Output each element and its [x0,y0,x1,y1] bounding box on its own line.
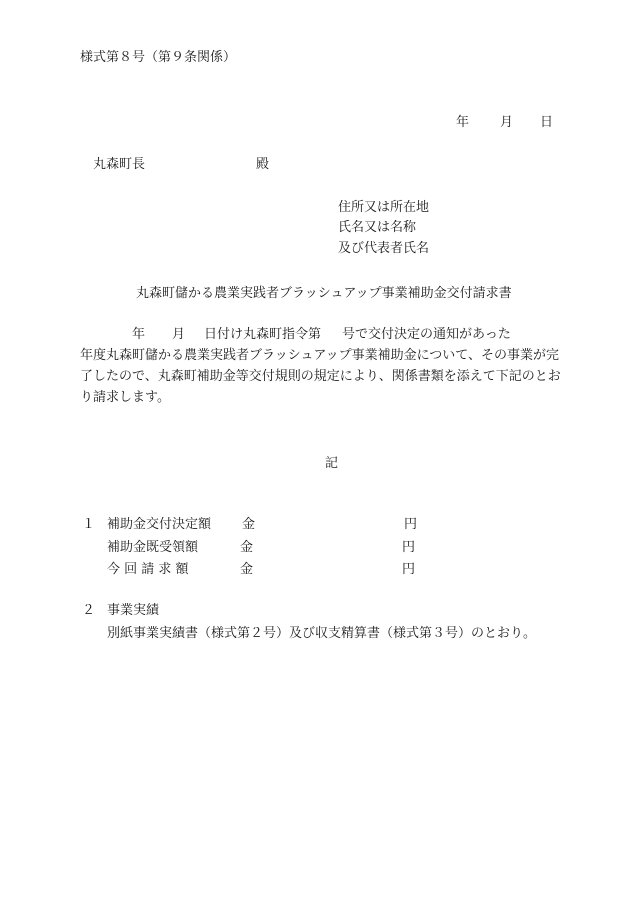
applicant-name-label: 氏名又は名称 [338,220,417,235]
item-unit: 円 [402,540,416,555]
item-number: １ [82,517,96,532]
item-prefix: 金 [240,562,254,577]
item-prefix: 金 [242,517,256,532]
body-day-text: 日付け丸森町指令第 [204,327,322,342]
applicant-address-label: 住所又は所在地 [338,200,430,215]
record-heading: 記 [325,456,339,471]
body-month-label: 月 [172,327,186,342]
section-2-number: ２ [82,603,96,618]
item-prefix: 金 [240,540,254,555]
body-year-label: 年 [132,327,146,342]
date-month-label: 月 [500,115,514,130]
section-2-detail: 別紙事業実績書（様式第２号）及び収支精算書（様式第３号）のとおり。 [107,626,537,641]
date-day-label: 日 [540,115,554,130]
item-label: 補助金交付決定額 [107,517,212,532]
body-line-4: り請求します。 [80,390,170,405]
item-label: 今 回 請 求 額 [107,562,189,577]
body-number-text: 号で交付決定の通知があった [342,327,511,342]
body-line-2: 年度丸森町儲かる農業実践者ブラッシュアップ事業補助金について、その事業が完 [80,348,560,363]
addressee-honorific: 殿 [256,157,270,172]
section-2-heading: 事業実績 [107,603,160,618]
date-year-label: 年 [456,115,470,130]
item-unit: 円 [402,562,416,577]
body-line-3: 了したので、丸森町補助金等交付規則の規定により、関係書類を添えて下記のとお [80,369,561,384]
addressee-name: 丸森町長 [93,157,146,172]
item-unit: 円 [404,517,418,532]
document-title: 丸森町儲かる農業実践者ブラッシュアップ事業補助金交付請求書 [136,286,512,301]
applicant-representative-label: 及び代表者氏名 [338,241,430,256]
item-label: 補助金既受領額 [107,540,199,555]
form-number: 様式第８号（第９条関係） [80,50,237,65]
